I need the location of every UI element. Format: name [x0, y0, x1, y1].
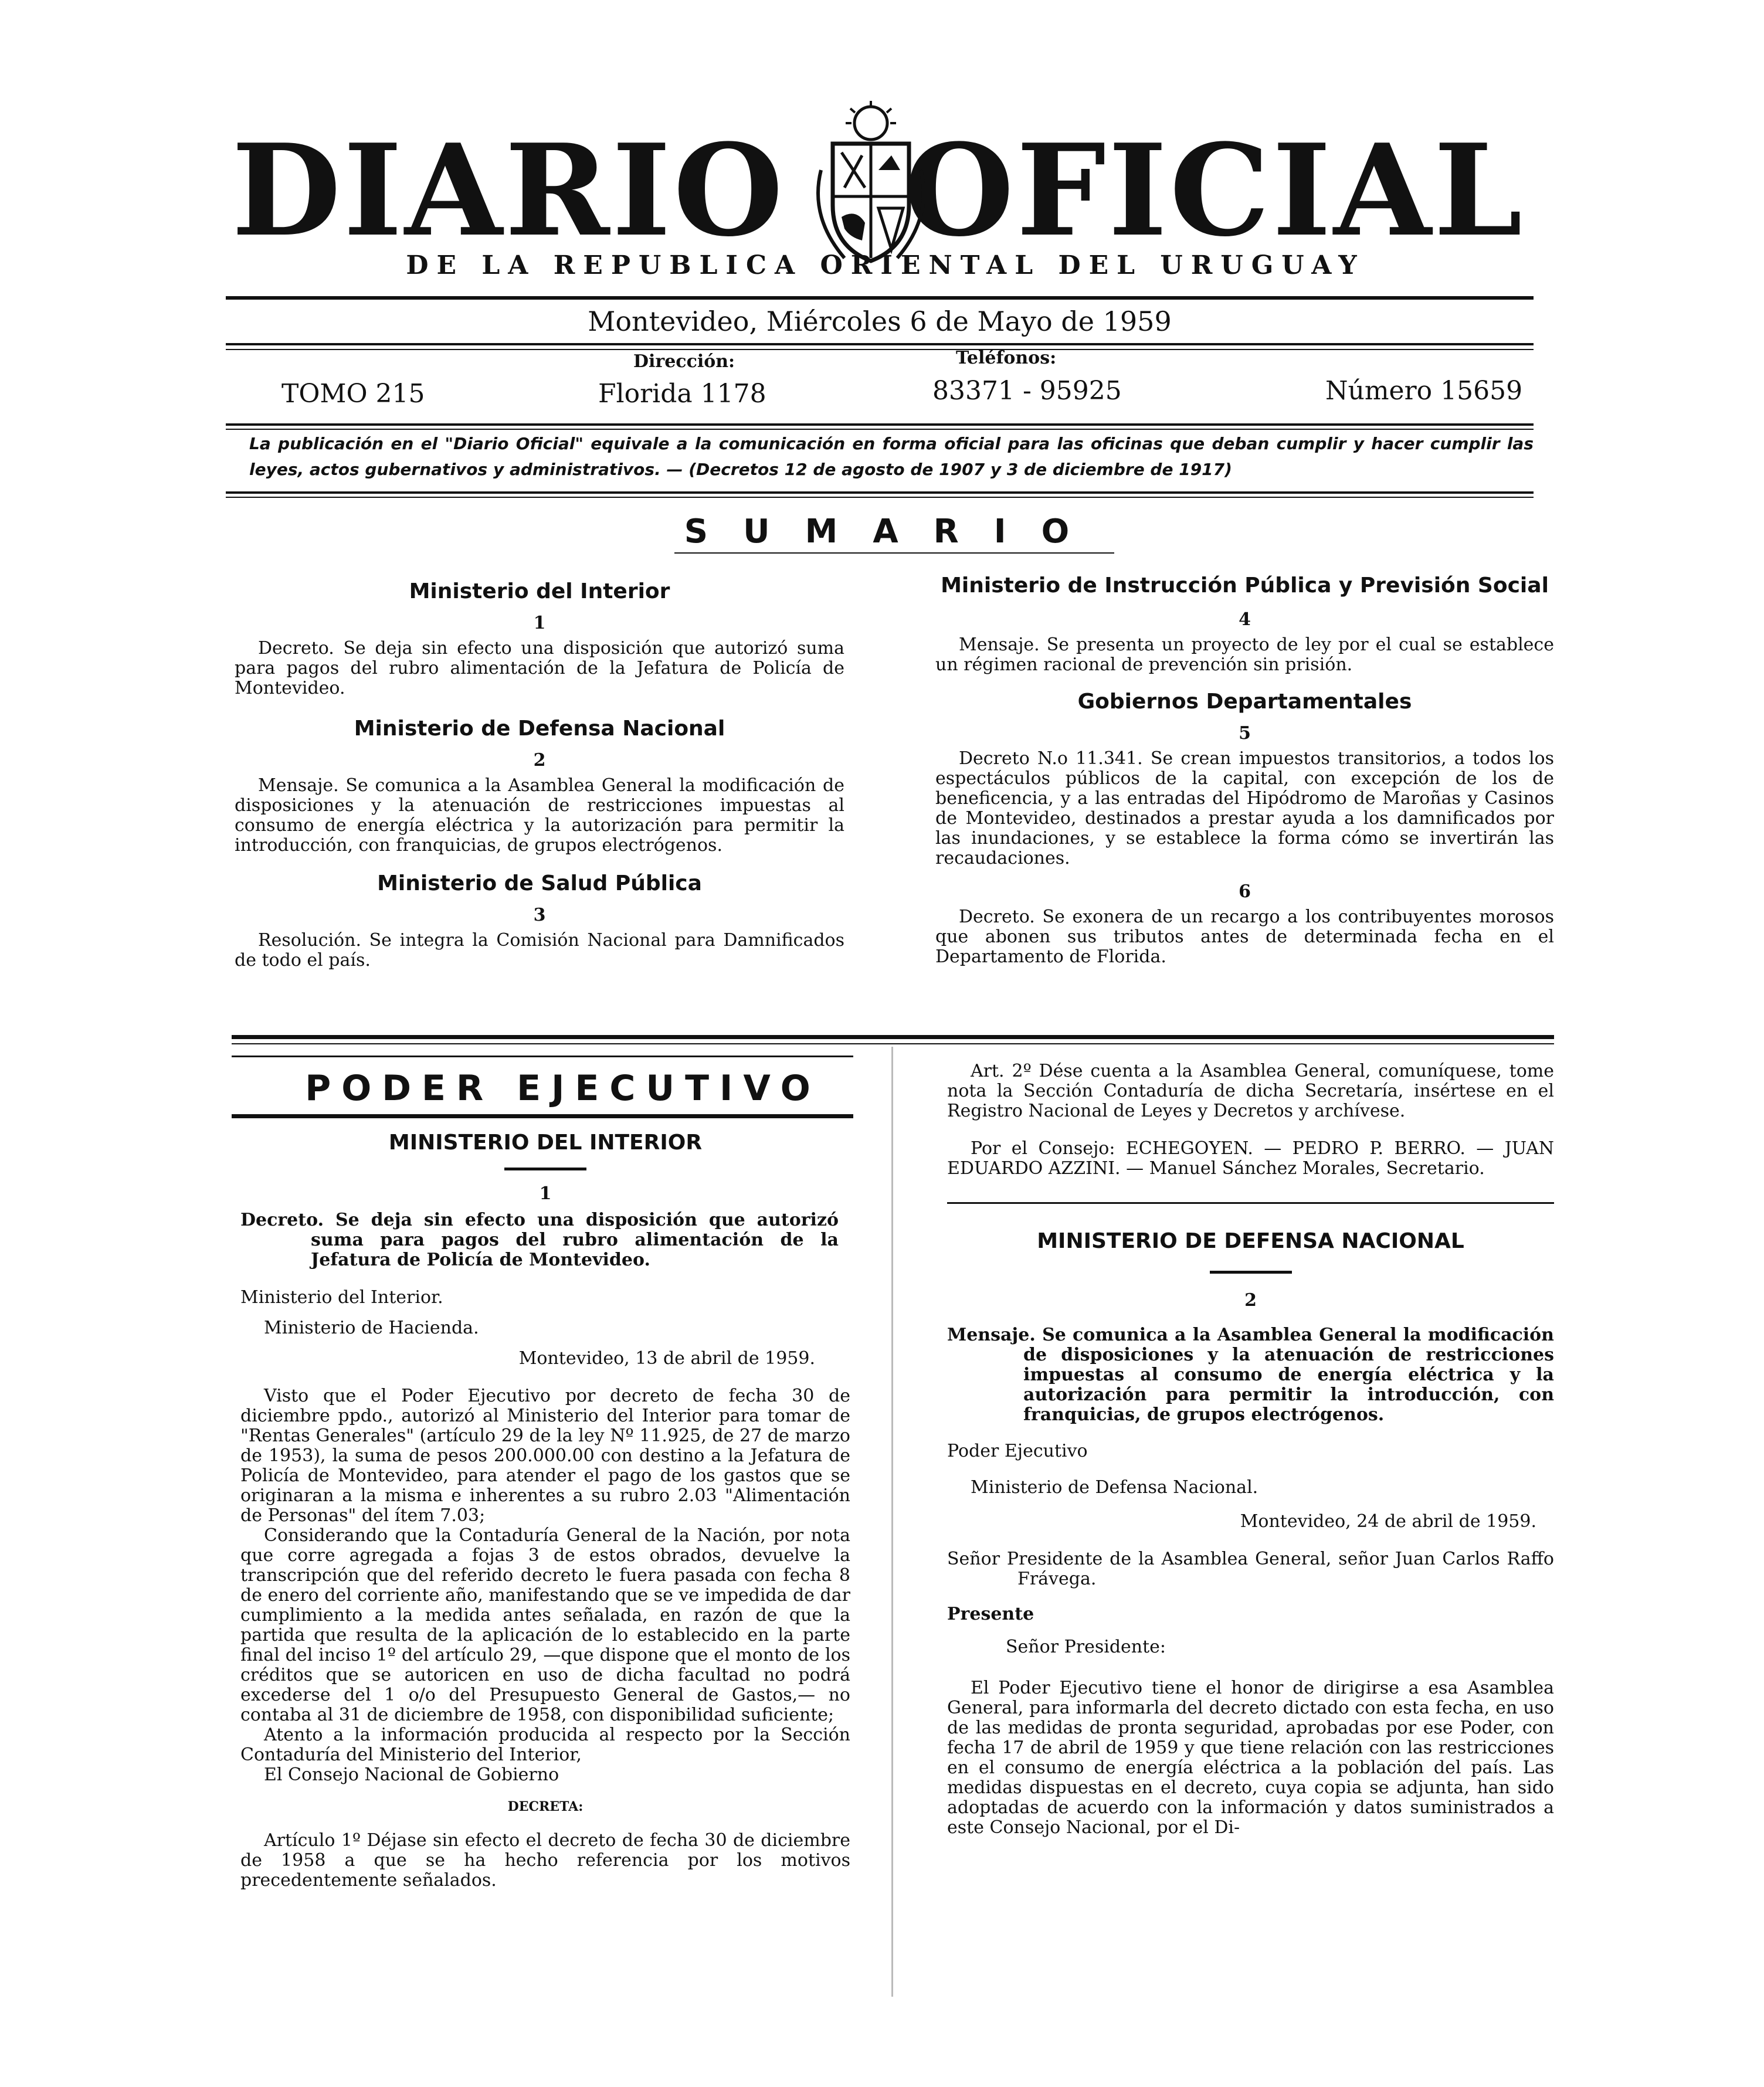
- dateline: Montevideo, Miércoles 6 de Mayo de 1959: [588, 306, 1172, 337]
- sumario-item: Decreto N.o 11.341. Se crean impuestos transitorios, a todos los espectáculos públicos de la capital, con excepción de los de beneficencia, y a las entradas del Hipódromo de Maroñas y Casinos de Montevideo, destinados a prestar ayuda a los damnificados por las inundaciones, y se establece la forma cómo se invertirán las recaudaciones.: [935, 748, 1554, 868]
- tomo: TOMO 215: [281, 379, 425, 409]
- paragraph: Considerando que la Contaduría General de la Nación, por nota que corre agregada a fojas 3 de estos obrados, devuelve la transcripción que del referido decreto le fuera pasada con fecha 8 de enero del corriente año, manifestando que se ve impedida de dar cumplimiento a la medida antes señalada, en razón de que la partida que resulta de la aplicación de lo establecido en la parte final del inciso 1º del artículo 29, —que dispone que el monto de los créditos que se autoricen en uso de dicha facultad no podrá excederse del 1 o/o del Presupuesto General de Gastos,— no contaba al 31 de diciembre de 1958, con disponibilidad suficiente;: [240, 1525, 850, 1725]
- sumario-item: Resolución. Se integra la Comisión Nacional para Damnificados de todo el país.: [235, 930, 844, 970]
- ministry-heading: MINISTERIO DEL INTERIOR: [388, 1131, 703, 1155]
- decreta-heading: DECRETA:: [507, 1799, 584, 1814]
- sumario-item: Mensaje. Se presenta un proyecto de ley por el cual se establece un régimen racional de prevención sin prisión.: [935, 634, 1554, 675]
- sumario-right-column: [935, 572, 1554, 967]
- from-line: Ministerio del Interior.: [240, 1287, 443, 1308]
- sumario-ministry-heading: Ministerio del Interior: [409, 579, 670, 603]
- addressee: Señor Presidente de la Asamblea General, señor Juan Carlos Raffo Frávega.: [947, 1549, 1554, 1589]
- date-line: Montevideo, 13 de abril de 1959.: [518, 1348, 815, 1369]
- mensaje-heading: Mensaje. Se comunica a la Asamblea General la modificación de disposiciones y la atenuación de restricciones impuestas al consumo de energía eléctrica y la autorización para permitir la introducción, con franquicias, de grupos electrógenos.: [947, 1325, 1554, 1425]
- item-number: 2: [1244, 1290, 1257, 1311]
- sumario-item: Decreto. Se exonera de un recargo a los contribuyentes morosos que abonen sus tributos antes de determinada fecha en el Departamento de Florida.: [935, 907, 1554, 967]
- article-2: Art. 2º Dése cuenta a la Asamblea General, comuníquese, tome nota la Sección Contaduría de dicha Secretaría, insértese en el Registro Nacional de Leyes y Decretos y archívese.: [947, 1061, 1554, 1121]
- sumario-item: Mensaje. Se comunica a la Asamblea General la modificación de disposiciones y la atenuación de restricciones impuestas al consumo de energía eléctrica y la autorización para permitir la introducción, con franquicias, de grupos electrógenos.: [235, 775, 844, 856]
- item-number: 1: [533, 613, 546, 633]
- sumario-ministry-heading: Gobiernos Departamentales: [1077, 690, 1412, 714]
- paragraph: El Poder Ejecutivo tiene el honor de dirigirse a esa Asamblea General, para informarla del decreto dictado con esta fecha, en uso de las medidas de pronta seguridad, aprobadas por ese Poder, con fecha 17 de abril de 1959 y que tiene relación con las restricciones en el consumo de energía eléctrica a la población del país. Las medidas dispuestas en el decreto, cuya copia se adjunta, han sido adoptadas de acuerdo con la información y datos suministrados a este Consejo Nacional, por el Di-: [947, 1678, 1554, 1838]
- paragraph: Visto que el Poder Ejecutivo por decreto de fecha 30 de diciembre ppdo., autorizó al Ministerio del Interior para tomar de "Rentas Generales" (artículo 29 de la ley Nº 11.925, de 27 de marzo de 1953), la suma de pesos 200.000.00 con destino a la Jefatura de Policía de Montevideo, para atender el pago de los gastos que se originaran a la misma e inherentes a su rubro 2.03 "Alimentación de Personas" del ítem 7.03;: [240, 1386, 850, 1526]
- from-line: Poder Ejecutivo: [947, 1441, 1088, 1461]
- divider: [226, 497, 1534, 498]
- divider: [232, 1035, 1554, 1039]
- masthead-title-left: DIARIO: [232, 116, 786, 264]
- ministry-heading: MINISTERIO DE DEFENSA NACIONAL: [1037, 1229, 1464, 1253]
- sumario-item: Decreto. Se deja sin efecto una disposición que autorizó suma para pagos del rubro alimentación de la Jefatura de Policía de Montevideo.: [235, 638, 844, 698]
- item-number: 4: [1239, 609, 1251, 630]
- signatures: Por el Consejo: ECHEGOYEN. — PEDRO P. BERRO. — JUAN EDUARDO AZZINI. — Manuel Sánchez Morales, Secretario.: [947, 1138, 1554, 1179]
- divider: [226, 296, 1534, 300]
- divider: [226, 349, 1534, 350]
- poder-ejecutivo-heading: PODER EJECUTIVO: [305, 1068, 821, 1109]
- left-article: [240, 1129, 850, 1891]
- divider: [674, 552, 1114, 554]
- sumario-ministry-heading: Ministerio de Instrucción Pública y Previsión Social: [941, 573, 1549, 598]
- masthead-title-right: OFICIAL: [904, 116, 1525, 264]
- divider: [232, 1114, 853, 1118]
- from-line: Ministerio de Defensa Nacional.: [971, 1477, 1258, 1498]
- sumario-ministry-heading: Ministerio de Defensa Nacional: [354, 717, 725, 741]
- column-divider: [891, 1047, 893, 1997]
- article-1: Artículo 1º Déjase sin efecto el decreto de fecha 30 de diciembre de 1958 a que se ha hecho referencia por los motivos precedentemente señalados.: [240, 1830, 850, 1891]
- telefonos-label: Teléfonos:: [956, 348, 1057, 368]
- date-line: Montevideo, 24 de abril de 1959.: [1240, 1511, 1536, 1532]
- divider: [1210, 1271, 1292, 1274]
- item-number: 2: [533, 750, 546, 771]
- divider: [947, 1202, 1554, 1204]
- right-article: [947, 1061, 1554, 1838]
- salutation: Señor Presidente:: [1006, 1637, 1166, 1657]
- from-line: Ministerio de Hacienda.: [264, 1318, 479, 1338]
- numero: Número 15659: [1325, 376, 1523, 406]
- divider: [226, 343, 1534, 345]
- presente-line: Presente: [947, 1604, 1034, 1624]
- paragraph: El Consejo Nacional de Gobierno: [264, 1764, 559, 1785]
- divider: [226, 491, 1534, 494]
- item-number: 6: [1239, 881, 1251, 902]
- sumario-left-column: [235, 578, 844, 970]
- divider: [232, 1043, 1554, 1044]
- item-number: 3: [533, 905, 546, 925]
- decreto-heading: Decreto. Se deja sin efecto una disposición que autorizó suma para pagos del rubro alimentación de la Jefatura de Policía de Montevideo.: [240, 1210, 839, 1270]
- sumario-ministry-heading: Ministerio de Salud Pública: [377, 871, 702, 895]
- divider: [226, 429, 1534, 430]
- divider: [504, 1168, 586, 1170]
- telefonos: 83371 - 95925: [932, 376, 1122, 406]
- item-number: 1: [539, 1183, 552, 1204]
- paragraph: Atento a la información producida al respecto por la Sección Contaduría del Ministerio del Interior,: [240, 1725, 850, 1765]
- item-number: 5: [1239, 723, 1251, 744]
- sumario-title: SUMARIO: [684, 513, 1105, 551]
- divider: [232, 1056, 853, 1057]
- legal-notice: La publicación en el "Diario Oficial" equivale a la comunicación en forma oficial para las oficinas que deban cumplir y hacer cumplir las leyes, actos gubernativos y administrativos. — (Decretos 12 de agosto de 1907 y 3 de diciembre de 1917): [249, 434, 1534, 479]
- masthead-subtitle: DE LA REPUBLICA ORIENTAL DEL URUGUAY: [406, 250, 1365, 280]
- direccion: Florida 1178: [598, 379, 766, 409]
- direccion-label: Dirección:: [633, 351, 735, 372]
- divider: [226, 423, 1534, 426]
